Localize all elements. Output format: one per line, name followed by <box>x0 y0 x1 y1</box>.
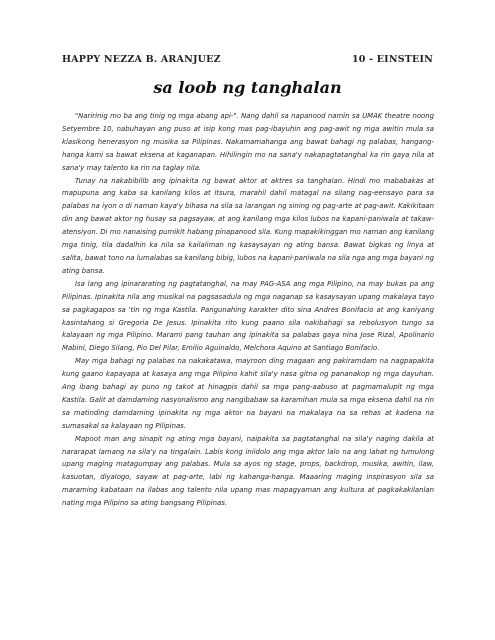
essay-paragraph: May mga bahagi ng palabas na nakakatawa, mayroon ding magaan ang pakiramdam na nagpapakita kung gaano kapayapa at kasaya ang mga Pilipino kahit sila'y nasa gitna ng pananakop ng mga dayuhan. Ang ibang bahagi ay puno ng takot at hinagpis dahil sa mga pang-aabuso at pagmamalupit ng mga Kastila. Galit at damdaming nasyonalismo ang nangibabaw sa karamihan mula sa mga eksena dahil na rin sa matinding damdaming ipinakita ng mga aktor na bayani na makalaya na sa rehas at kadena na sumasakal sa kalayaan ng Pilipinas. <box>62 357 434 430</box>
essay-paragraph: Isa lang ang ipinararating ng pagtatanghal, na may PAG-ASA ang mga Pilipino, na may bukas pa ang Pilipinas. Ipinakita nila ang musikal na pagsasadula ng mga naganap sa kasaysayan upang makalaya tayo sa pagkagapos sa 'tin ng mga Kastila. Pangunahing karakter dito sina Andres Bonifacio at ang kaniyang kasintahang si Gregoria De Jesus. Ipinakita rito kung paano sila nakibahagi sa rebolusyon tungo sa kalayaan ng mga Pilipino. Marami pang tauhan ang ipinakita sa palabas gaya nina Jose Rizal, Apolinario Mabini, Diego Silang, Pio Del Pilar, Emilio Aguinaldo, Melchora Aquino at Santiago Bonifacio. <box>62 279 434 353</box>
essay-title: sa loob ng tanghalan <box>153 78 342 97</box>
page-header <box>62 54 433 65</box>
author-name: HAPPY NEZZA B. ARANJUEZ <box>62 54 221 65</box>
section-name: 10 - EINSTEIN <box>351 54 433 65</box>
essay-paragraph: Mapoot man ang sinapit ng ating mga bayani, naipakita sa pagtatanghal na sila'y naging dakila at nararapat lamang na sila'y na tingalain. Labis kong iniidolo ang mga aktor lalo na ang lahat ng tumulong upang maging matagumpay ang palabas. Mula sa ayos ng stage, props, backdrop, musika, awitin, ilaw, kasuotan, diyalogo, sayaw at pag-arte, labi ng kahanga-hanga. Maaaring maging inspirasyon sila sa maraming kabataan na ilabas ang talento nila upang mas mapagyaman ang kultura at pagkakakilanlan nating mga Pilipino sa ating bangsang Pilipinas. <box>62 434 434 508</box>
essay-paragraph: "Naririnig mo ba ang tinig ng mga abang api-". Nang dahil sa napanood namin sa UMAK theatre noong Setyembre 10, nabuhayan ang puso at isip kong mas pag-ibayuhin ang pag-awit ng mga awitin mula sa klasikong henerasyon ng musika sa Pilipinas. Nakamamahanga ang bawat bahagi ng palabas, hangang-hanga kami sa bawat eksena at kaganapan. Hihilingin mo na sana'y nakapagtatanghal ka rin gaya nila at sana'y may talento ka rin na taglay nila. <box>62 112 434 172</box>
essay-body <box>62 110 434 510</box>
essay-paragraph: Tunay na nakabibilib ang ipinakita ng bawat aktor at aktres sa tanghalan. Hindi mo mababakas at mapupuna ang kaba sa kanilang kilos at itsura, marahil dahil matagal na silang nag-eensayo para sa palabas na iyon o di naman kaya'y bihasa na sila sa larangan ng sining ng pag-arte at pag-awit. Kakikitaan din ang bawat aktor ng husay sa pagsayaw, at ang kanilang mga kilos lubos na kapani-paniwala at takaw-atensiyon. Di mo nanaising pumikit habang pinapanood sila. Kung mapakikinggan mo naman ang kanilang mga tinig, tila dadalhin ka nila sa kailaliman ng kasaysayan ng ating bansa. Bawat bigkas ng linya at salita, bawat tono na lumalabas sa kanilang bibig, lubos na kapani-paniwala na sila nga ang mga bayani ng ating bansa. <box>62 176 434 275</box>
